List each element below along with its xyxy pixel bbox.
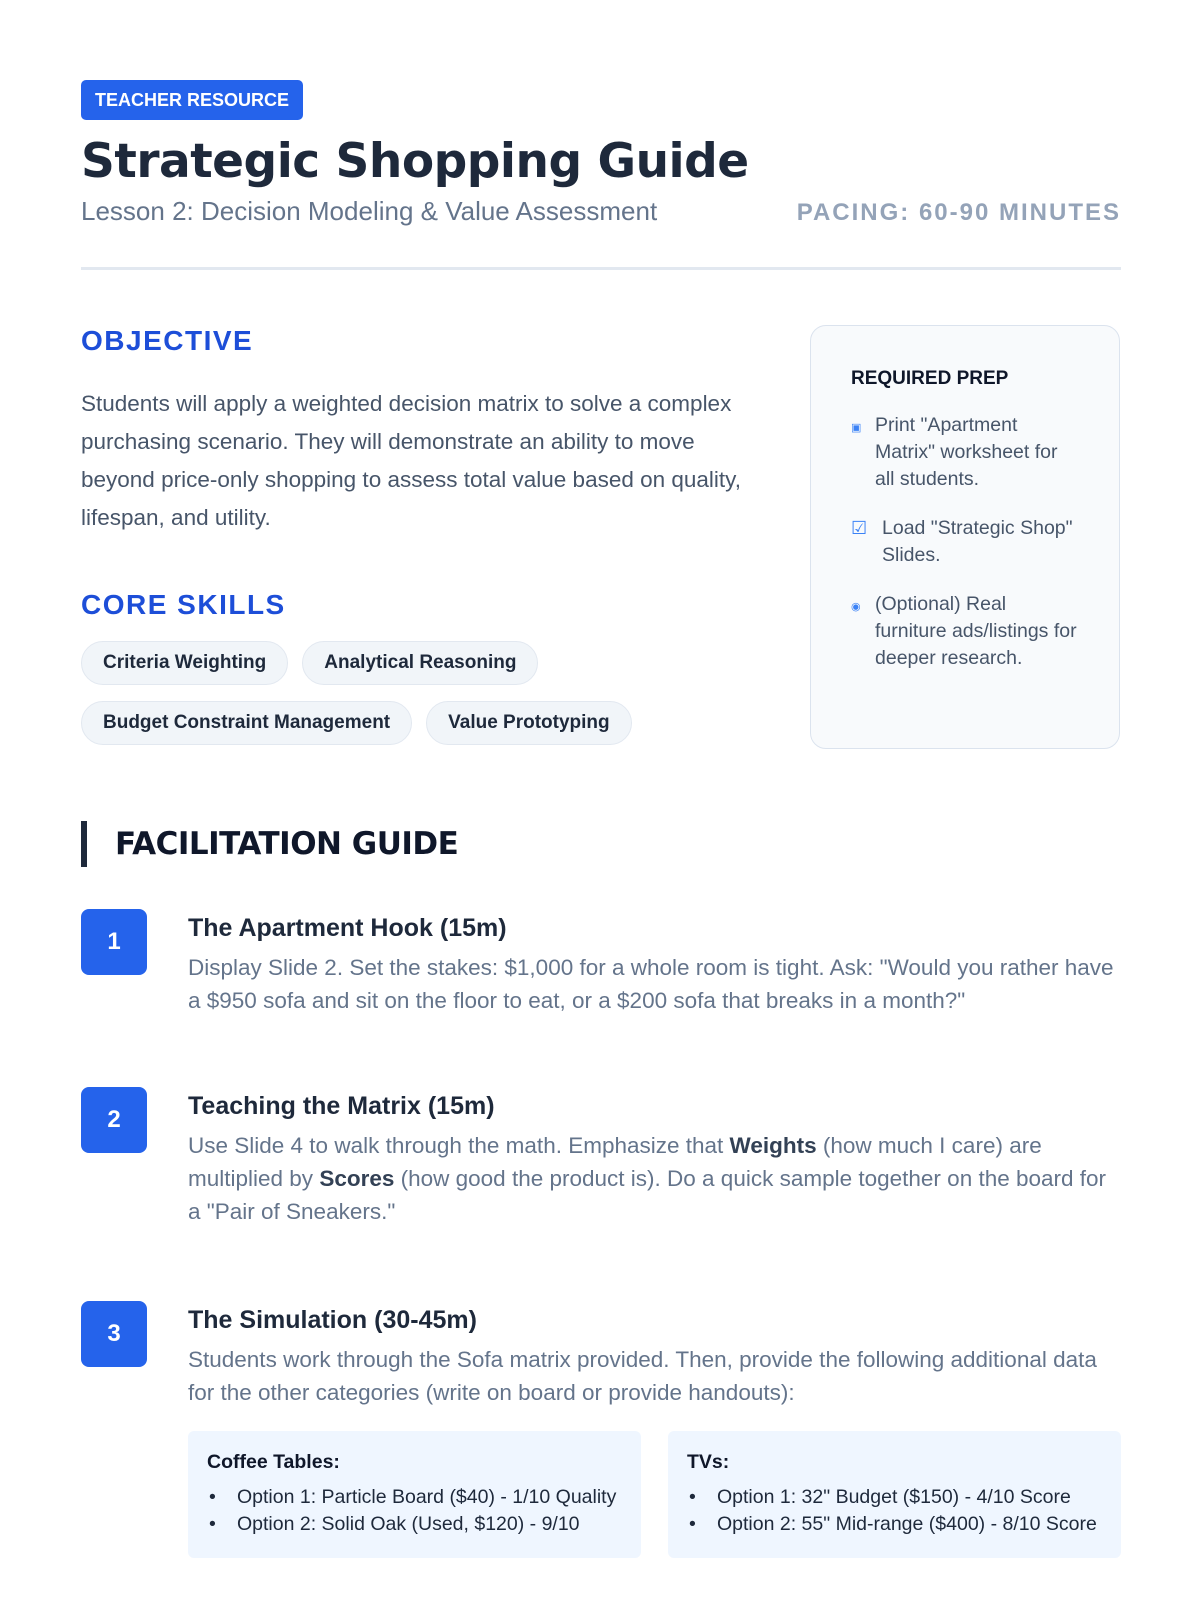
step-number: 3 <box>81 1301 147 1367</box>
list-item: • Option 1: Particle Board ($40) - 1/10 Quality <box>207 1484 622 1511</box>
step-number: 2 <box>81 1087 147 1153</box>
skill-chip: Analytical Reasoning <box>302 641 538 685</box>
subtitle-row <box>81 196 1121 227</box>
list-item: • Option 2: 55" Mid-range ($400) - 8/10 Score <box>687 1511 1102 1538</box>
required-prep-card <box>810 325 1120 749</box>
pacing-label: PACING: 60-90 MINUTES <box>796 198 1121 226</box>
weights-emphasis: Weights <box>729 1132 817 1158</box>
data-card-list <box>687 1484 1102 1538</box>
desc-text: (how good the product is). Do a quick sample together on the board for a "Pair of Sneakers." <box>188 1165 1107 1224</box>
objective-text: Students will apply a weighted decision matrix to solve a complex purchasing scenario. They will demonstrate an ability to move beyond price-only shopping to assess total value based on quality, lifespan, and utility. <box>81 390 742 530</box>
small-circle-icon: ◉ <box>851 600 861 613</box>
required-prep-heading: REQUIRED PREP <box>851 367 1009 389</box>
desc-text: Use Slide 4 to walk through the math. Emphasize that <box>188 1132 730 1158</box>
core-skills-heading: CORE SKILLS <box>81 588 286 620</box>
simulation-data-grid <box>188 1431 1121 1558</box>
list-item: • Option 1: 32" Budget ($150) - 4/10 Score <box>687 1484 1102 1511</box>
checked-box-icon: ☑ <box>851 517 868 538</box>
skill-chip: Value Prototyping <box>426 701 632 745</box>
list-item: • Option 2: Solid Oak (Used, $120) - 9/10 <box>207 1511 622 1538</box>
skill-chip: Criteria Weighting <box>81 641 288 685</box>
data-card-heading: Coffee Tables: <box>207 1450 340 1473</box>
prep-item-text: Print "Apartment Matrix" worksheet for all students. <box>875 413 1058 490</box>
overview-section <box>81 325 1121 755</box>
step-description: Students work through the Sofa matrix provided. Then, provide the following additional data for the other categories (write on board or provide handouts): <box>188 1346 1097 1405</box>
prep-item-text: (Optional) Real furniture ads/listings for deeper research. <box>875 592 1077 669</box>
prep-item <box>851 515 1079 569</box>
step-2 <box>81 1087 1121 1228</box>
teacher-resource-badge: TEACHER RESOURCE <box>81 80 303 120</box>
lesson-subtitle: Lesson 2: Decision Modeling & Value Assessment <box>81 195 658 226</box>
step-description <box>188 1129 1121 1228</box>
scores-emphasis: Scores <box>319 1165 395 1191</box>
step-3 <box>81 1301 1121 1558</box>
prep-item <box>851 591 1079 672</box>
header-divider <box>81 267 1121 270</box>
step-1 <box>81 909 1121 1017</box>
prep-item-text: Load "Strategic Shop" Slides. <box>882 516 1073 566</box>
step-title: Teaching the Matrix (15m) <box>188 1091 495 1120</box>
prep-item <box>851 412 1079 493</box>
desc-text: (how much I care) are multiplied by <box>188 1132 1042 1191</box>
objective-heading: OBJECTIVE <box>81 324 254 356</box>
data-card-list <box>207 1484 622 1538</box>
step-title: The Simulation (30-45m) <box>188 1305 477 1334</box>
objective-column <box>81 325 741 745</box>
tvs-card <box>668 1431 1121 1558</box>
step-title: The Apartment Hook (15m) <box>188 913 507 942</box>
data-card-heading: TVs: <box>687 1450 730 1473</box>
step-description: Display Slide 2. Set the stakes: $1,000 for a whole room is tight. Ask: "Would you rather have a $950 sofa and sit on the floor to eat, or a $200 sofa that breaks in a month?" <box>188 954 1114 1013</box>
skill-chips <box>81 641 741 745</box>
page-title: Strategic Shopping Guide <box>81 134 749 189</box>
facilitation-heading: FACILITATION GUIDE <box>115 825 459 862</box>
lesson-page <box>81 80 1121 1558</box>
facilitation-heading-block <box>81 821 1121 867</box>
small-checkbox-icon: ▣ <box>851 421 862 434</box>
skill-chip: Budget Constraint Management <box>81 701 412 745</box>
coffee-tables-card <box>188 1431 641 1558</box>
step-number: 1 <box>81 909 147 975</box>
